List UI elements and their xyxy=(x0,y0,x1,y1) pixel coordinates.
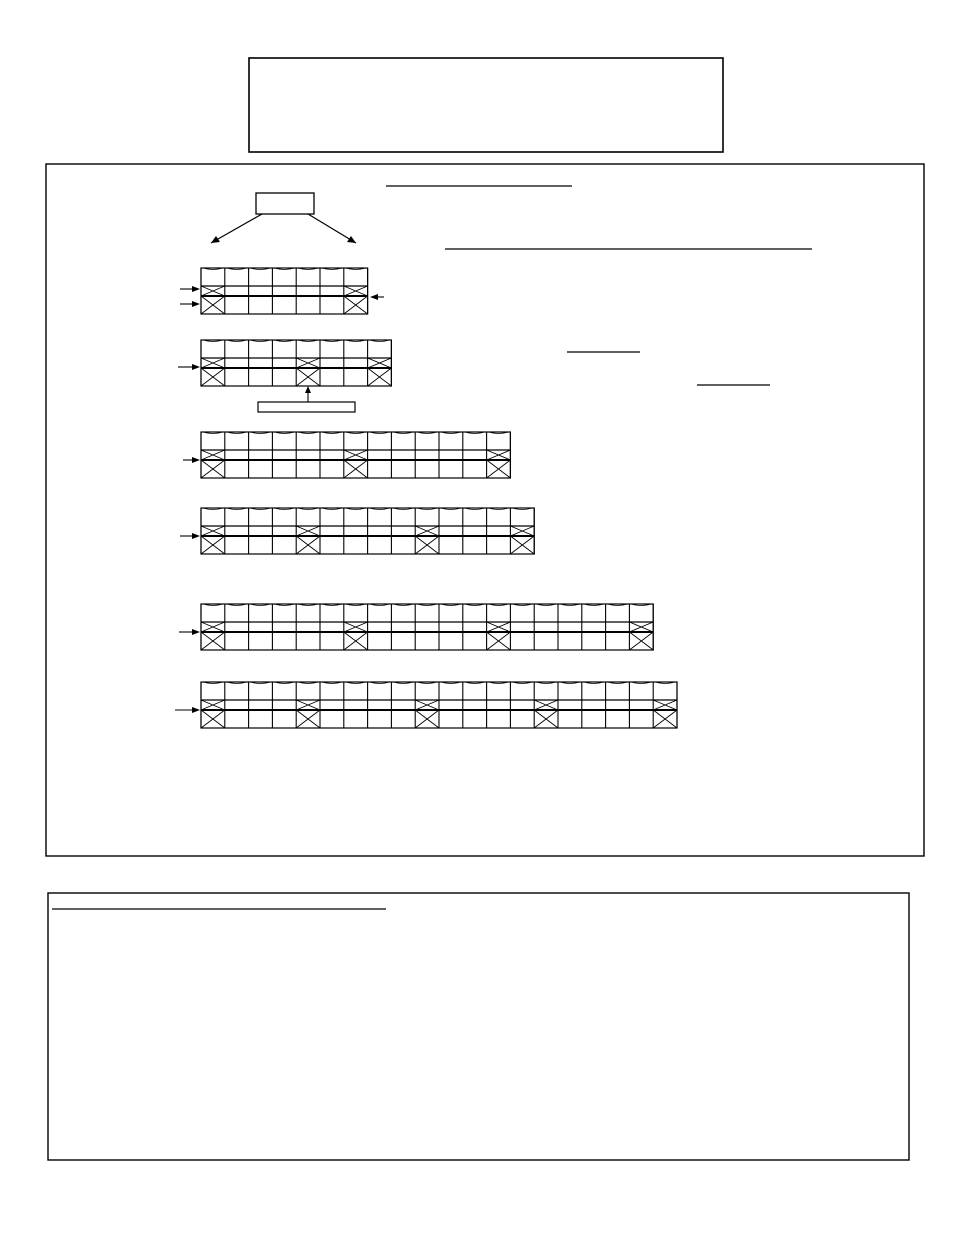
braced-bay-8 xyxy=(368,358,392,386)
braced-bay-13 xyxy=(487,622,511,650)
row-pointer-arrow-icon xyxy=(192,364,200,370)
braced-bay-1 xyxy=(201,700,225,728)
brace-label-box xyxy=(258,402,355,412)
row-pointer-arrow-icon xyxy=(192,707,200,713)
title-box xyxy=(249,58,723,152)
notes-panel xyxy=(48,893,909,1160)
rack-row-5 xyxy=(179,604,653,650)
braced-bay-1 xyxy=(201,622,225,650)
braced-bay-5 xyxy=(296,526,320,554)
braced-bay-1 xyxy=(201,450,225,478)
row-pointer-arrow-icon xyxy=(192,533,200,539)
braced-bay-15 xyxy=(534,700,558,728)
arrowhead-left-icon xyxy=(211,236,220,243)
row-pointer-arrow-icon xyxy=(192,629,200,635)
braced-bay-14 xyxy=(510,526,534,554)
braced-bay-1 xyxy=(201,286,225,314)
rack-row-2 xyxy=(178,340,391,386)
braced-bay-5 xyxy=(296,358,320,386)
row-pointer-arrow-right-icon xyxy=(370,294,378,300)
rack-row-4 xyxy=(180,508,534,554)
braced-bay-19 xyxy=(629,622,653,650)
rack-frame xyxy=(201,604,653,650)
row-pointer-arrow-icon xyxy=(192,286,200,292)
brace-pointer-arrow-icon xyxy=(305,386,311,393)
braced-bay-7 xyxy=(344,450,368,478)
braced-bay-20 xyxy=(653,700,677,728)
braced-bay-7 xyxy=(344,622,368,650)
braced-bay-13 xyxy=(487,450,511,478)
rack-rows xyxy=(175,268,677,728)
top-label-box xyxy=(256,193,314,214)
diagram-panel xyxy=(46,164,924,856)
braced-bay-10 xyxy=(415,700,439,728)
row-pointer-arrow-icon xyxy=(192,301,200,307)
rack-frame xyxy=(201,268,368,314)
rack-row-6 xyxy=(175,682,677,728)
braced-bay-5 xyxy=(296,700,320,728)
braced-bay-7 xyxy=(344,286,368,314)
leader-line-right xyxy=(308,214,356,243)
rack-row-1 xyxy=(180,268,384,314)
braced-bay-1 xyxy=(201,358,225,386)
arrowhead-right-icon xyxy=(347,236,356,243)
braced-bay-1 xyxy=(201,526,225,554)
braced-bay-10 xyxy=(415,526,439,554)
row-pointer-arrow-icon xyxy=(192,457,200,463)
rack-row-3 xyxy=(183,432,510,478)
leader-line-left xyxy=(211,214,262,243)
